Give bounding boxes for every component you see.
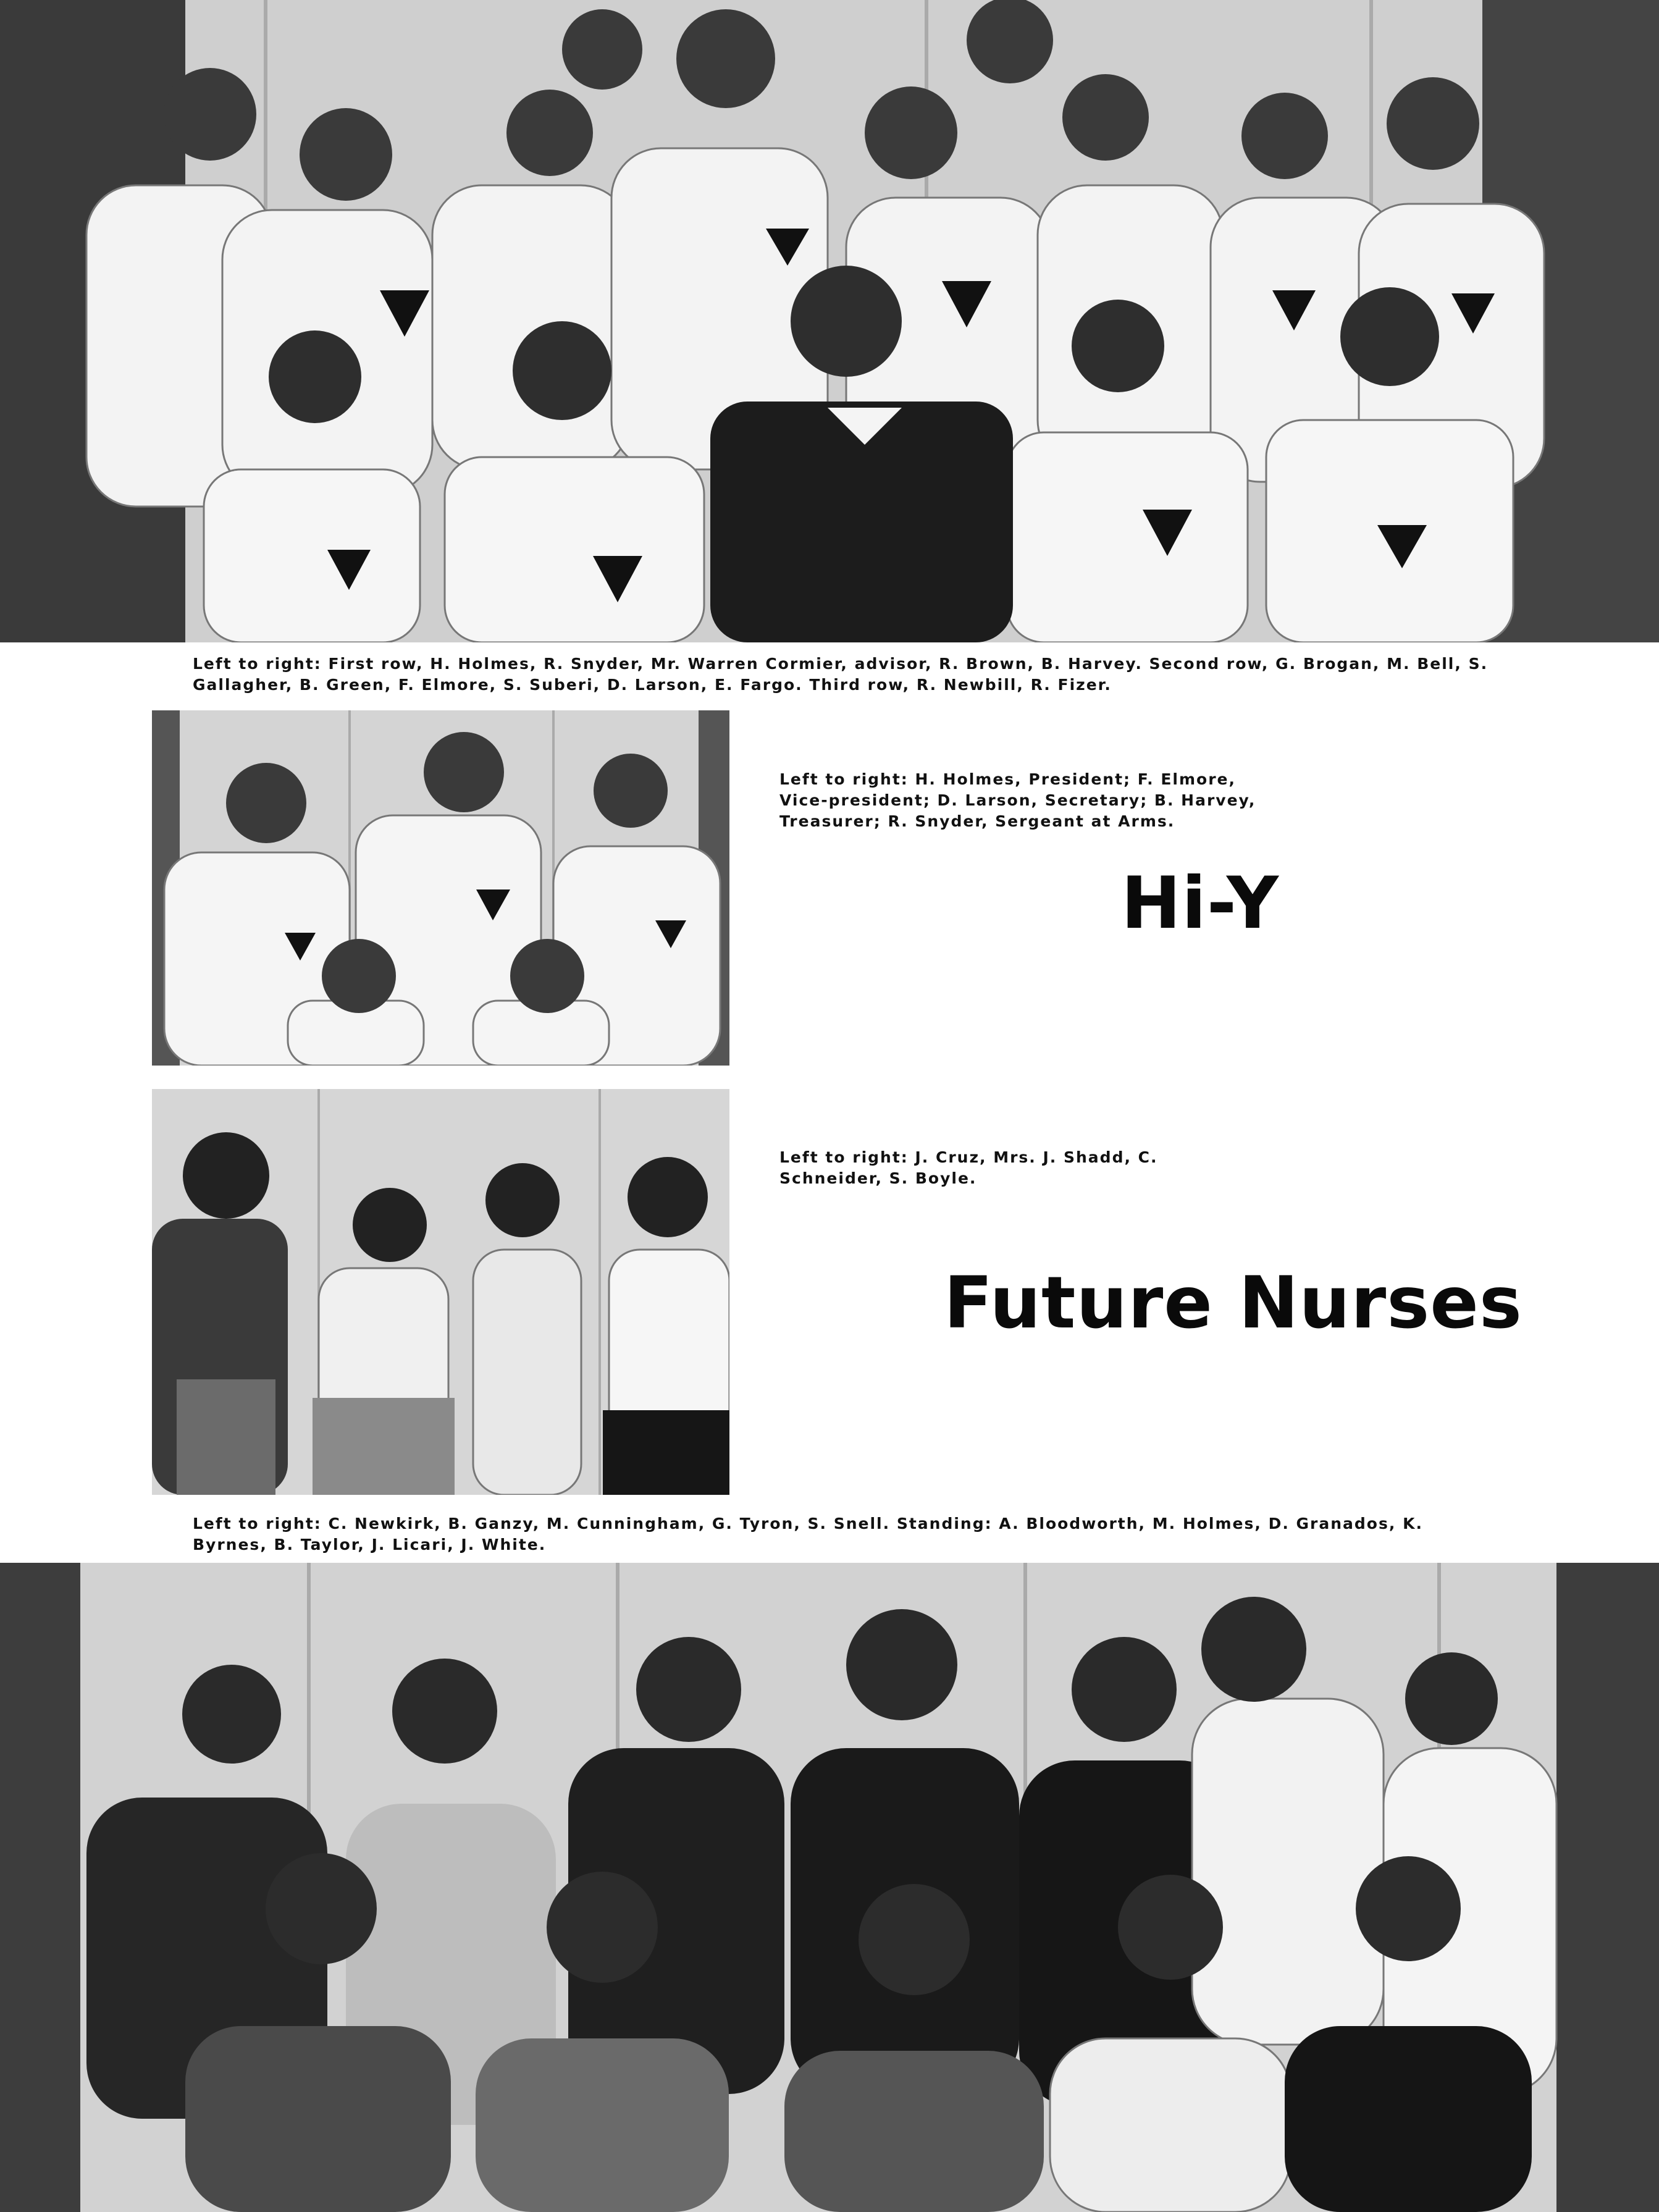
hi-y-officers-caption: Left to right: H. Holmes, President; F. Elmore, Vice-president; D. Larson, Secretary; B. Harvey, Treasurer; R. Snyder, Sergeant at Arms. bbox=[779, 770, 1256, 830]
future-nurses-officers-caption: Left to right: J. Cruz, Mrs. J. Shadd, C. Schneider, S. Boyle. bbox=[779, 1148, 1158, 1187]
future-nurses-group-photo bbox=[0, 1563, 1659, 2212]
future-nurses-group-photo-image bbox=[0, 1563, 1659, 2212]
future-nurses-title: Future Nurses bbox=[944, 1261, 1522, 1345]
hi-y-officers-photo-image bbox=[152, 710, 729, 1066]
future-nurses-group-caption: Left to right: C. Newkirk, B. Ganzy, M. Cunningham, G. Tyron, S. Snell. Standing: A. Bloodworth, M. Holmes, D. Granados, K. Byrnes, B. Taylor, J. Licari, J. White. bbox=[193, 1515, 1423, 1554]
hi-y-group-caption: Left to right: First row, H. Holmes, R. Snyder, Mr. Warren Cormier, advisor, R. Brown, B. Harvey. Second row, G. Brogan, M. Bell, S. Gallagher, B. Green, F. Elmore, S. Suberi, D. Larson, E. Fargo. Third row, R. Newbill, R. Fizer. bbox=[193, 655, 1489, 694]
hi-y-title: Hi-Y bbox=[1121, 862, 1279, 945]
hi-y-group-photo-image bbox=[0, 0, 1659, 642]
future-nurses-officers-photo bbox=[152, 1089, 729, 1495]
hi-y-group-photo bbox=[0, 0, 1659, 642]
future-nurses-officers-photo-image bbox=[152, 1089, 729, 1495]
hi-y-officers-photo bbox=[152, 710, 729, 1066]
